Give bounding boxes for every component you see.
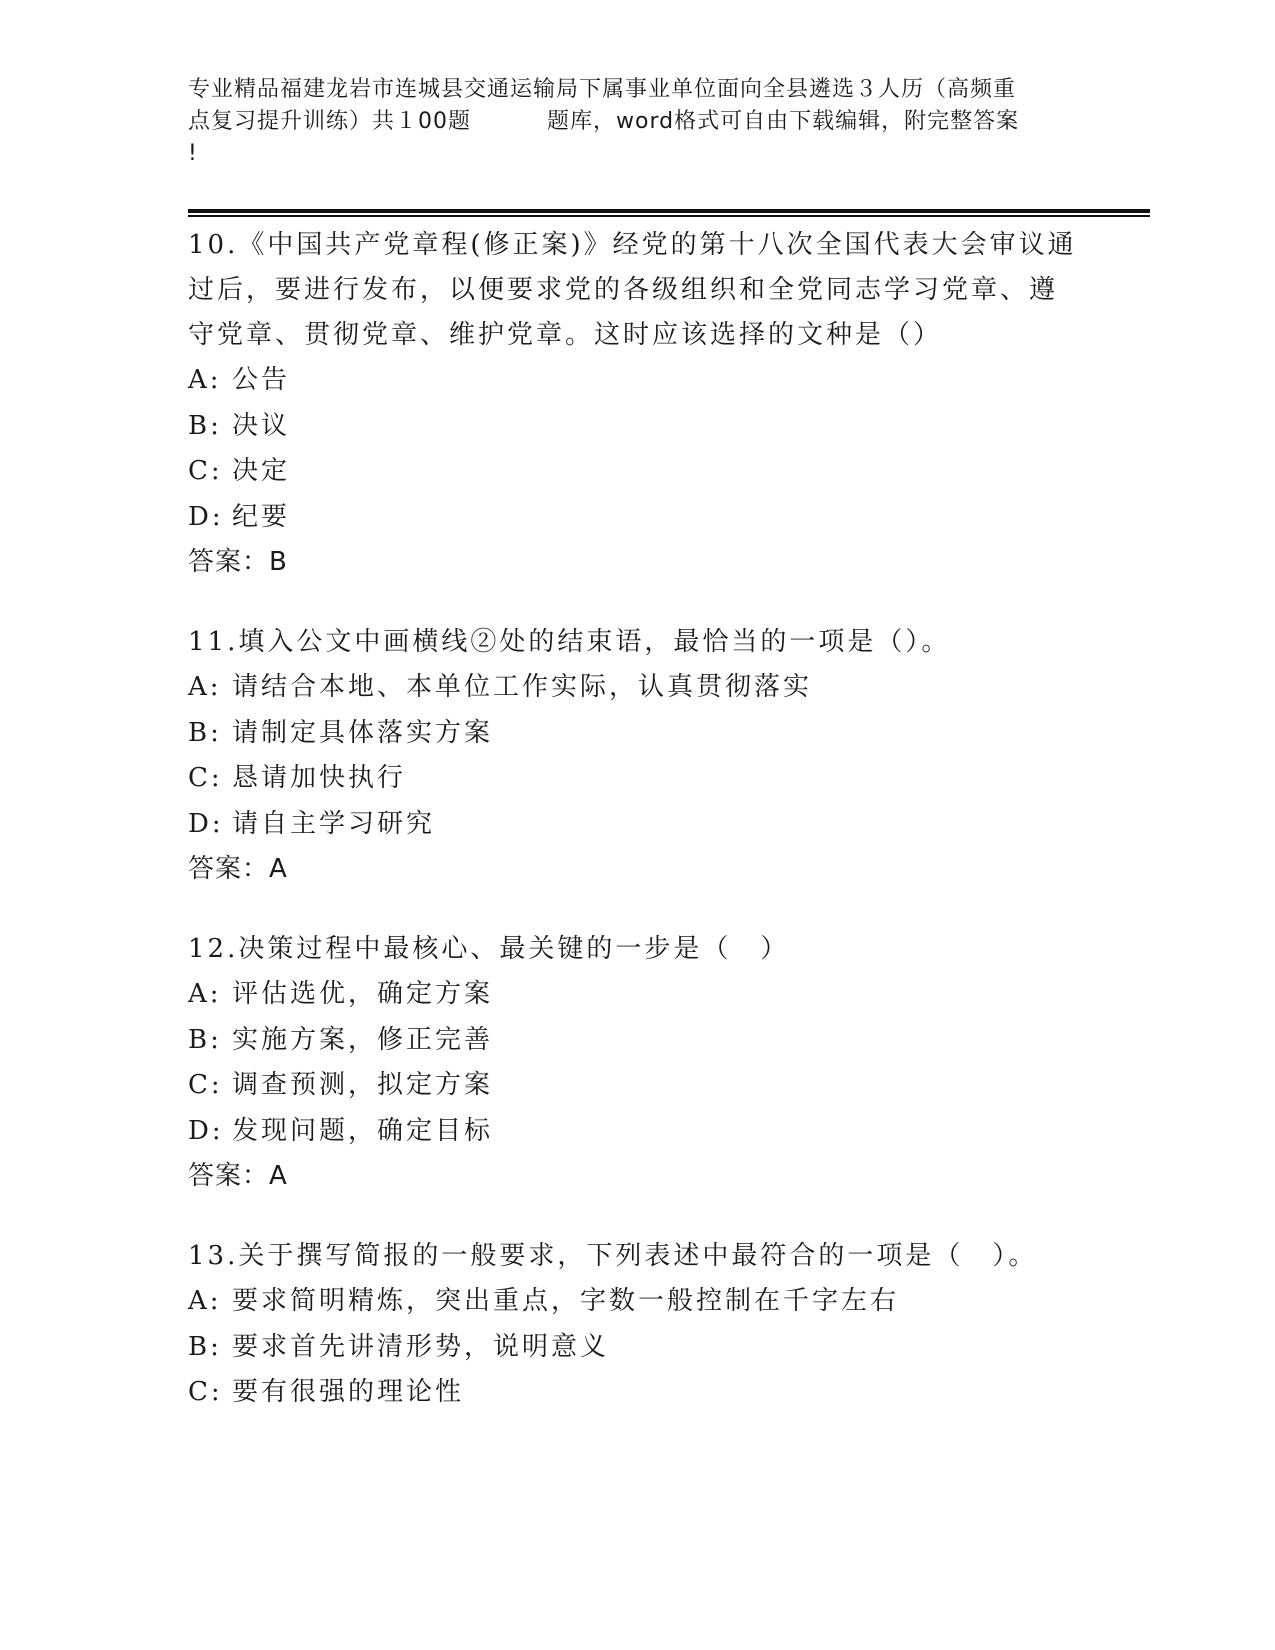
- option-letter: A:: [188, 672, 222, 702]
- option-letter: D:: [188, 501, 224, 532]
- option-b: [188, 1018, 1088, 1064]
- option-a: [188, 358, 1088, 404]
- option-text: 决议: [232, 410, 291, 441]
- document-header: [188, 74, 1088, 170]
- question-stem: [188, 927, 1088, 972]
- option-b: [188, 1325, 1088, 1371]
- question-stem: [188, 1234, 1088, 1279]
- question-stem-line: 11.填入公文中画横线②处的结束语，最恰当的一项是（）。: [188, 627, 951, 657]
- option-text: 发现问题，确定目标: [232, 1115, 494, 1146]
- question-stem-line: 过后，要进行发布，以便要求党的各级组织和全党同志学习党章、遵: [188, 275, 1059, 305]
- option-c: [188, 449, 1088, 495]
- option-letter: C:: [188, 763, 223, 793]
- header-divider-thin: [188, 215, 1150, 217]
- option-text: 请制定具体落实方案: [232, 717, 494, 748]
- option-text: 纪要: [232, 501, 291, 532]
- option-letter: C:: [188, 1377, 223, 1407]
- option-b: [188, 711, 1088, 757]
- option-b: [188, 404, 1088, 450]
- answer-line: 答案：B: [188, 547, 288, 577]
- option-d: [188, 802, 1088, 848]
- option-letter: D:: [188, 1115, 224, 1146]
- option-text: 要有很强的理论性: [232, 1377, 465, 1407]
- question-13: [188, 1234, 1088, 1416]
- question-11: [188, 620, 1088, 892]
- option-text: 请自主学习研究: [232, 808, 436, 839]
- option-text: 公告: [232, 365, 291, 395]
- option-letter: A:: [188, 979, 222, 1009]
- option-a: [188, 1279, 1088, 1325]
- option-a: [188, 972, 1088, 1018]
- option-letter: A:: [188, 365, 222, 395]
- option-a: [188, 665, 1088, 711]
- option-text: 调查预测，拟定方案: [232, 1070, 494, 1100]
- header-line-2: [188, 106, 1088, 138]
- option-letter: B:: [188, 1331, 222, 1362]
- option-d: [188, 495, 1088, 541]
- question-list: [188, 223, 1088, 1416]
- option-text: 实施方案，修正完善: [232, 1024, 494, 1055]
- option-text: 评估选优，确定方案: [232, 979, 494, 1009]
- question-stem-line: 10.《中国共产党章程(修正案)》经党的第十八次全国代表大会审议通: [188, 230, 1077, 260]
- option-letter: D:: [188, 808, 224, 839]
- question-stem: [188, 223, 1088, 358]
- header-line-3: !: [188, 141, 198, 166]
- question-stem-line: 12.决策过程中最核心、最关键的一步是（ ）: [188, 934, 790, 964]
- header-line-2-part-1: 点复习提升训练）共１00题: [188, 109, 471, 134]
- option-d: [188, 1109, 1088, 1155]
- answer-line: 答案：A: [188, 1161, 288, 1191]
- question-10: [188, 223, 1088, 585]
- option-text: 恳请加快执行: [232, 763, 407, 793]
- option-text: 决定: [232, 456, 291, 486]
- option-letter: B:: [188, 717, 222, 748]
- option-letter: B:: [188, 1024, 222, 1055]
- option-c: [188, 1370, 1088, 1416]
- option-letter: C:: [188, 1070, 223, 1100]
- option-letter: B:: [188, 410, 222, 441]
- question-stem-line: 守党章、贯彻党章、维护党章。这时应该选择的文种是（）: [188, 320, 943, 350]
- option-text: 要求简明精炼，突出重点，字数一般控制在千字左右: [232, 1286, 900, 1316]
- header-divider-thick: [188, 209, 1150, 213]
- question-stem-line: 13.关于撰写简报的一般要求，下列表述中最符合的一项是（ ）。: [188, 1241, 1038, 1271]
- question-stem: [188, 620, 1088, 665]
- option-letter: C:: [188, 456, 223, 486]
- option-letter: A:: [188, 1286, 222, 1316]
- answer-line: 答案：A: [188, 854, 288, 884]
- header-line-2-part-2: 题库，word格式可自由下载编辑，附完整答案: [547, 109, 1020, 134]
- option-c: [188, 1063, 1088, 1109]
- option-c: [188, 756, 1088, 802]
- header-line-1: 专业精品福建龙岩市连城县交通运输局下属事业单位面向全县遴选３人历（高频重: [188, 77, 1017, 102]
- question-12: [188, 927, 1088, 1199]
- option-text: 请结合本地、本单位工作实际，认真贯彻落实: [232, 672, 813, 702]
- option-text: 要求首先讲清形势，说明意义: [232, 1331, 610, 1362]
